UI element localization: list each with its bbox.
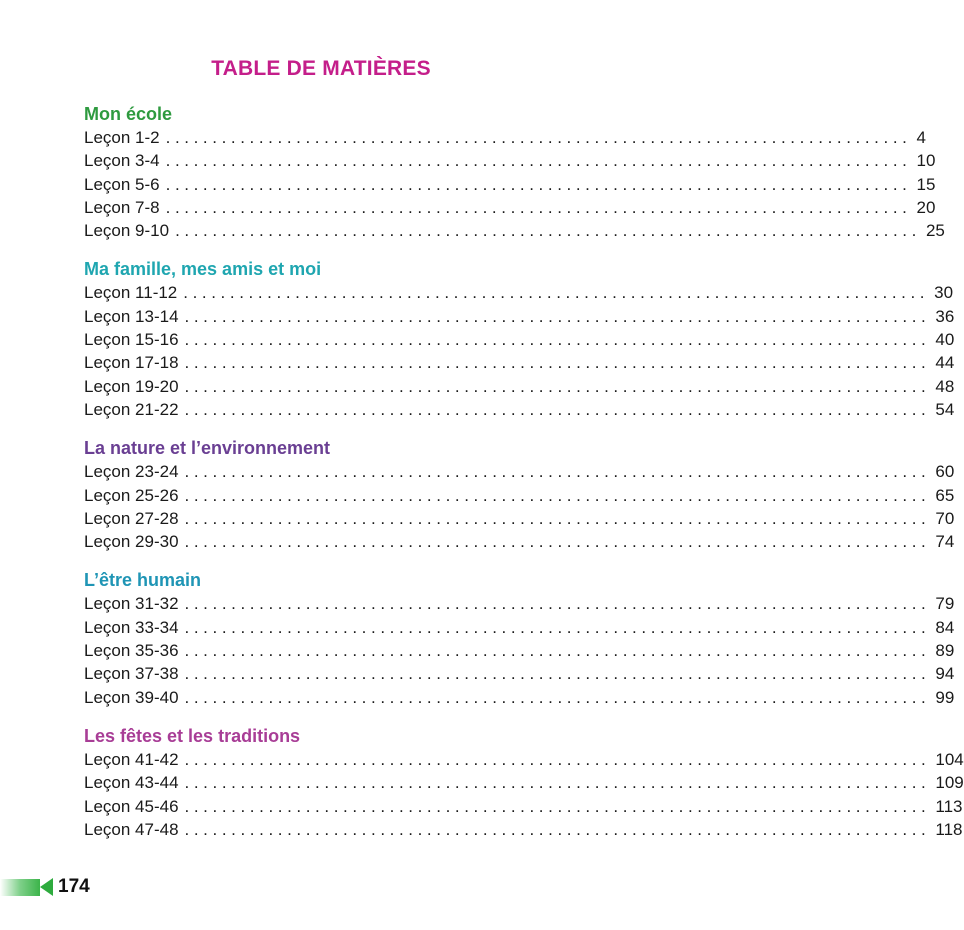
entry-page-number: 84 [935, 617, 955, 637]
dot-leader: ................................................................................ [184, 330, 931, 350]
toc-section [84, 725, 964, 841]
entry-label: Leçon 17-18 [84, 353, 179, 373]
section-title: Ma famille, mes amis et moi [84, 259, 322, 280]
toc-entry[interactable] [84, 530, 955, 553]
dot-leader: ................................................................................ [184, 617, 931, 637]
toc-entry[interactable] [84, 748, 964, 771]
toc-section [84, 569, 955, 708]
entry-page-number: 65 [935, 485, 955, 505]
toc-section [84, 103, 945, 242]
dot-leader: ................................................................................ [183, 283, 930, 303]
entry-page-number: 79 [935, 594, 955, 614]
dot-leader: ................................................................................ [184, 594, 931, 614]
entry-label: Leçon 41-42 [84, 749, 179, 769]
entry-page-number: 4 [916, 128, 926, 147]
entry-page-number: 113 [935, 796, 963, 816]
dot-leader: ................................................................................ [184, 532, 931, 552]
section-title: Les fêtes et les traditions [84, 725, 301, 746]
entry-page-number: 44 [935, 353, 955, 373]
entry-label: Leçon 45-46 [84, 796, 179, 816]
dot-leader: ................................................................................ [184, 687, 931, 707]
toc-entry[interactable] [84, 173, 936, 196]
entry-page-number: 109 [935, 773, 964, 793]
entry-label: Leçon 43-44 [84, 773, 179, 793]
dot-leader: ................................................................................ [175, 221, 921, 241]
toc-entry[interactable] [84, 375, 955, 398]
toc-entry[interactable] [84, 281, 954, 304]
dot-leader: ................................................................................ [184, 819, 931, 839]
left-triangle-icon [40, 878, 53, 896]
dot-leader: ................................................................................ [184, 796, 931, 816]
entry-label: Leçon 19-20 [84, 376, 179, 396]
dot-leader: ................................................................................ [165, 197, 912, 217]
entry-page-number: 20 [916, 197, 936, 217]
toc-entry[interactable] [84, 219, 945, 242]
entry-page-number: 48 [935, 376, 955, 396]
dot-leader: ................................................................................ [184, 664, 931, 684]
entry-page-number: 118 [935, 819, 963, 839]
entry-page-number: 36 [935, 306, 955, 326]
entry-page-number: 60 [935, 462, 955, 482]
entry-page-number: 30 [934, 283, 954, 303]
entry-label: Leçon 37-38 [84, 664, 179, 684]
entry-label: Leçon 3-4 [84, 151, 160, 171]
toc-entry[interactable] [84, 351, 955, 374]
entry-label: Leçon 23-24 [84, 462, 179, 482]
dot-leader: ................................................................................ [184, 508, 931, 528]
dot-leader: ................................................................................ [184, 353, 931, 373]
page-title: TABLE DE MATIÈRES [211, 57, 431, 80]
toc-entry[interactable] [84, 328, 955, 351]
dot-leader: ................................................................................ [184, 773, 931, 793]
entry-label: Leçon 15-16 [84, 330, 179, 350]
table-of-contents [84, 103, 964, 857]
toc-section [84, 258, 955, 421]
entry-label: Leçon 35-36 [84, 641, 179, 661]
entry-label: Leçon 31-32 [84, 594, 179, 614]
entry-page-number: 94 [935, 664, 955, 684]
entry-label: Leçon 9-10 [84, 221, 170, 241]
entry-page-number: 10 [916, 151, 936, 171]
dot-leader: ................................................................................ [184, 641, 931, 661]
toc-section [84, 437, 955, 553]
toc-entry[interactable] [84, 818, 963, 841]
entry-page-number: 15 [916, 174, 936, 194]
page-footer [0, 878, 120, 898]
toc-entry[interactable] [84, 196, 936, 219]
dot-leader: ................................................................................ [184, 399, 931, 419]
entry-label: Leçon 39-40 [84, 687, 179, 707]
toc-entry[interactable] [84, 398, 955, 421]
toc-entry[interactable] [84, 795, 963, 818]
toc-entry[interactable] [84, 616, 955, 639]
entry-page-number: 89 [935, 641, 955, 661]
entry-label: Leçon 11-12 [84, 283, 178, 303]
section-title: L’être humain [84, 570, 202, 591]
toc-entry[interactable] [84, 686, 955, 709]
entry-page-number: 70 [935, 508, 955, 528]
entry-label: Leçon 5-6 [84, 174, 160, 194]
toc-entry[interactable] [84, 126, 926, 149]
toc-entry[interactable] [84, 592, 955, 615]
entry-label: Leçon 27-28 [84, 508, 179, 528]
toc-entry[interactable] [84, 507, 955, 530]
toc-entry[interactable] [84, 149, 936, 172]
entry-page-number: 54 [935, 399, 955, 419]
toc-entry[interactable] [84, 662, 955, 685]
toc-entry[interactable] [84, 460, 955, 483]
entry-page-number: 74 [935, 532, 955, 552]
dot-leader: ................................................................................ [165, 151, 912, 171]
section-title: La nature et l’environnement [84, 438, 331, 459]
dot-leader: ................................................................................ [184, 749, 931, 769]
dot-leader: ................................................................................ [184, 485, 931, 505]
entry-label: Leçon 21-22 [84, 399, 179, 419]
entry-page-number: 40 [935, 330, 955, 350]
section-title: Mon école [84, 104, 173, 124]
dot-leader: ................................................................................ [184, 376, 931, 396]
entry-page-number: 104 [935, 749, 964, 769]
entry-page-number: 99 [935, 687, 955, 707]
toc-entry[interactable] [84, 305, 955, 328]
entry-label: Leçon 25-26 [84, 485, 179, 505]
entry-label: Leçon 1-2 [84, 128, 160, 147]
dot-leader: ................................................................................ [184, 462, 931, 482]
dot-leader: ................................................................................ [165, 128, 912, 147]
toc-entry[interactable] [84, 771, 964, 794]
entry-page-number: 25 [925, 221, 945, 241]
entry-label: Leçon 47-48 [84, 819, 179, 839]
entry-label: Leçon 13-14 [84, 306, 179, 326]
entry-label: Leçon 29-30 [84, 532, 179, 552]
dot-leader: ................................................................................ [184, 306, 931, 326]
page-number: 174 [58, 876, 90, 897]
entry-label: Leçon 7-8 [84, 197, 160, 217]
footer-color-bar [0, 879, 40, 896]
toc-entry[interactable] [84, 484, 955, 507]
dot-leader: ................................................................................ [165, 174, 912, 194]
entry-label: Leçon 33-34 [84, 617, 179, 637]
toc-entry[interactable] [84, 639, 955, 662]
